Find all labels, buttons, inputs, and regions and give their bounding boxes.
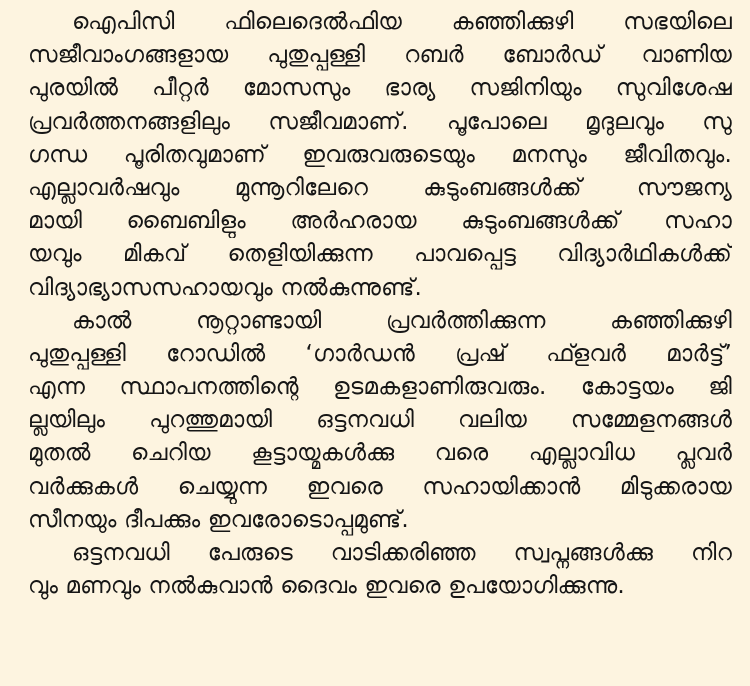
paragraph-line: പ്രവർത്തനങ്ങളിലും സജീവമാണ്. പൂപോലെ മൃദുലവും സു — [28, 108, 732, 135]
paragraph-line: മുതൽ ചെറിയ കൂട്ടായ്മകൾക്കു വരെ എല്ലാവിധ പ്ലവർ — [28, 440, 732, 467]
paragraph-line: എന്ന സ്ഥാപനത്തിന്റെ ഉടമകളാണിരുവരും. കോട്ടയം ജി — [28, 374, 732, 401]
paragraph-line: വർക്കുകൾ ചെയ്യുന്ന ഇവരെ സഹായിക്കാൻ മിടുക്കരായ — [28, 473, 732, 500]
paragraph-line: വും മണവും നൽകുവാൻ ദൈവം ഇവരെ ഉപയോഗിക്കുന്നു. — [28, 573, 625, 600]
paragraph-line: എല്ലാവർഷവും മുന്നൂറിലേറെ കുടുംബങ്ങൾക്ക് സൗജന്യ — [28, 174, 732, 201]
paragraph-line: പുതുപ്പള്ളി റോഡിൽ ‘ഗാർഡൻ പ്രഷ് ഫ്ളവർ മാർട്ട്’ — [28, 340, 732, 367]
paragraph-line: ഒട്ടനവധി പേരുടെ വാടിക്കരിഞ്ഞ സ്വപ്നങ്ങൾക്കു നിറ — [72, 540, 732, 566]
paragraph-1 — [28, 6, 732, 305]
paragraph-line: മായി ബൈബിളും അർഹരായ കുടുംബങ്ങൾക്ക് സഹാ — [28, 208, 732, 235]
paragraph-line: സീനയും ദീപക്കും ഇവരോടൊപ്പമുണ്ട്. — [28, 506, 409, 533]
paragraph-line: ല്ലയിലും പുറത്തുമായി ഒട്ടനവധി വലിയ സമ്മേളനങ്ങൾ — [28, 407, 732, 434]
paragraph-line: സജീവാംഗങ്ങളായ പുതുപ്പള്ളി റബർ ബോർഡ് വാണിയ — [28, 42, 732, 69]
paragraph-line: ഗന്ധ പൂരിതവുമാണ് ഇവരുവരുടെയും മനസും ജീവിതവും. — [28, 141, 732, 168]
paragraph-3 — [28, 537, 732, 603]
paragraph-line: ഐപിസി ഫിലെദെൽഫിയ കഞ്ഞിക്കുഴി സഭയിലെ — [72, 9, 732, 35]
paragraph-2 — [28, 305, 732, 537]
paragraph-line: പുരയിൽ പീറ്റർ മോസസും ഭാര്യ സജിനിയും സുവിശേഷ — [28, 75, 732, 102]
paragraph-line: യവും മികവ് തെളിയിക്കുന്ന പാവപ്പെട്ട വിദ്യാർഥികൾക്ക് — [28, 241, 732, 268]
paragraph-line: വിദ്യാഭ്യാസസഹായവും നൽകുന്നുണ്ട്. — [28, 274, 422, 301]
paragraph-line: കാൽ നൂറ്റാണ്ടായി പ്രവർത്തിക്കുന്ന കഞ്ഞിക്കുഴി — [72, 307, 732, 334]
